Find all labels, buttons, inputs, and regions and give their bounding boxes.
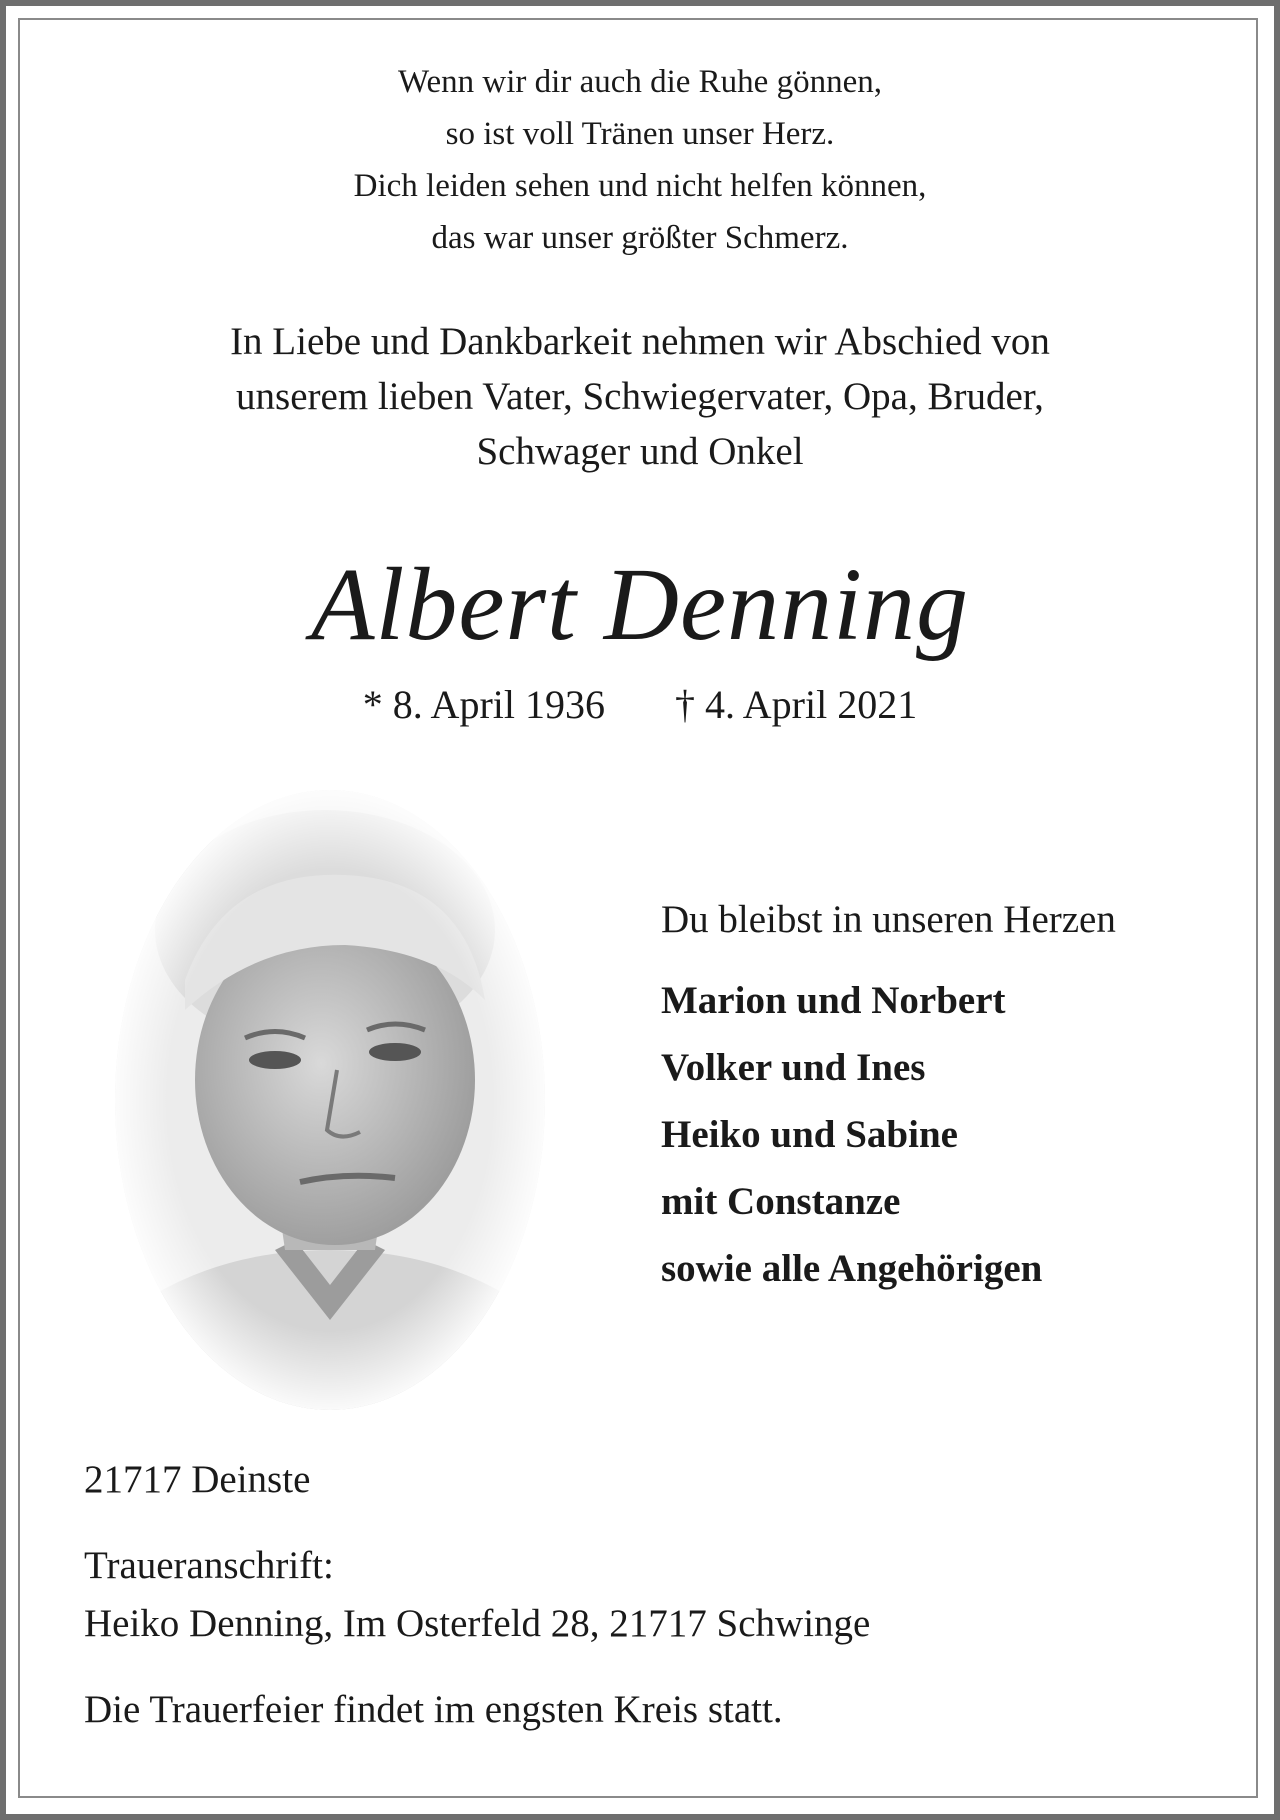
birth-date: * 8. April 1936: [362, 682, 605, 727]
family-member: sowie alle Angehörigen: [661, 1247, 1043, 1290]
address-label: Traueranschrift:: [84, 1544, 334, 1587]
footer-block: [84, 1455, 1234, 1735]
farewell-line: Schwager und Onkel: [476, 430, 804, 473]
deceased-name: Albert Denning: [310, 547, 970, 662]
farewell-line: unserem lieben Vater, Schwiegervater, Opa, Bruder,: [236, 375, 1044, 418]
poem-line: so ist voll Tränen unser Herz.: [445, 116, 835, 152]
farewell-text: [0, 314, 1280, 479]
family-member: Heiko und Sabine: [661, 1113, 958, 1156]
death-date: † 4. April 2021: [675, 682, 918, 727]
family-member: Volker und Ines: [661, 1046, 926, 1089]
poem-line: das war unser größter Schmerz.: [431, 220, 849, 256]
poem-line: Wenn wir dir auch die Ruhe gönnen,: [398, 64, 882, 100]
life-dates: [0, 680, 1280, 730]
ceremony-note: Die Trauerfeier findet im engsten Kreis statt.: [84, 1688, 783, 1731]
family-member: mit Constanze: [661, 1180, 901, 1223]
poem: [0, 56, 1280, 264]
town: 21717 Deinste: [84, 1458, 311, 1501]
farewell-line: In Liebe und Dankbarkeit nehmen wir Abschied von: [230, 320, 1050, 363]
family-block: [661, 895, 1261, 1302]
portrait-photo: [105, 780, 555, 1420]
mourning-address: [84, 1537, 1234, 1653]
address-text: Heiko Denning, Im Osterfeld 28, 21717 Schwinge: [84, 1602, 871, 1645]
family-member: Marion und Norbert: [661, 979, 1006, 1022]
family-lead: Du bleibst in unseren Herzen: [661, 898, 1116, 941]
poem-line: Dich leiden sehen und nicht helfen können,: [353, 168, 927, 204]
